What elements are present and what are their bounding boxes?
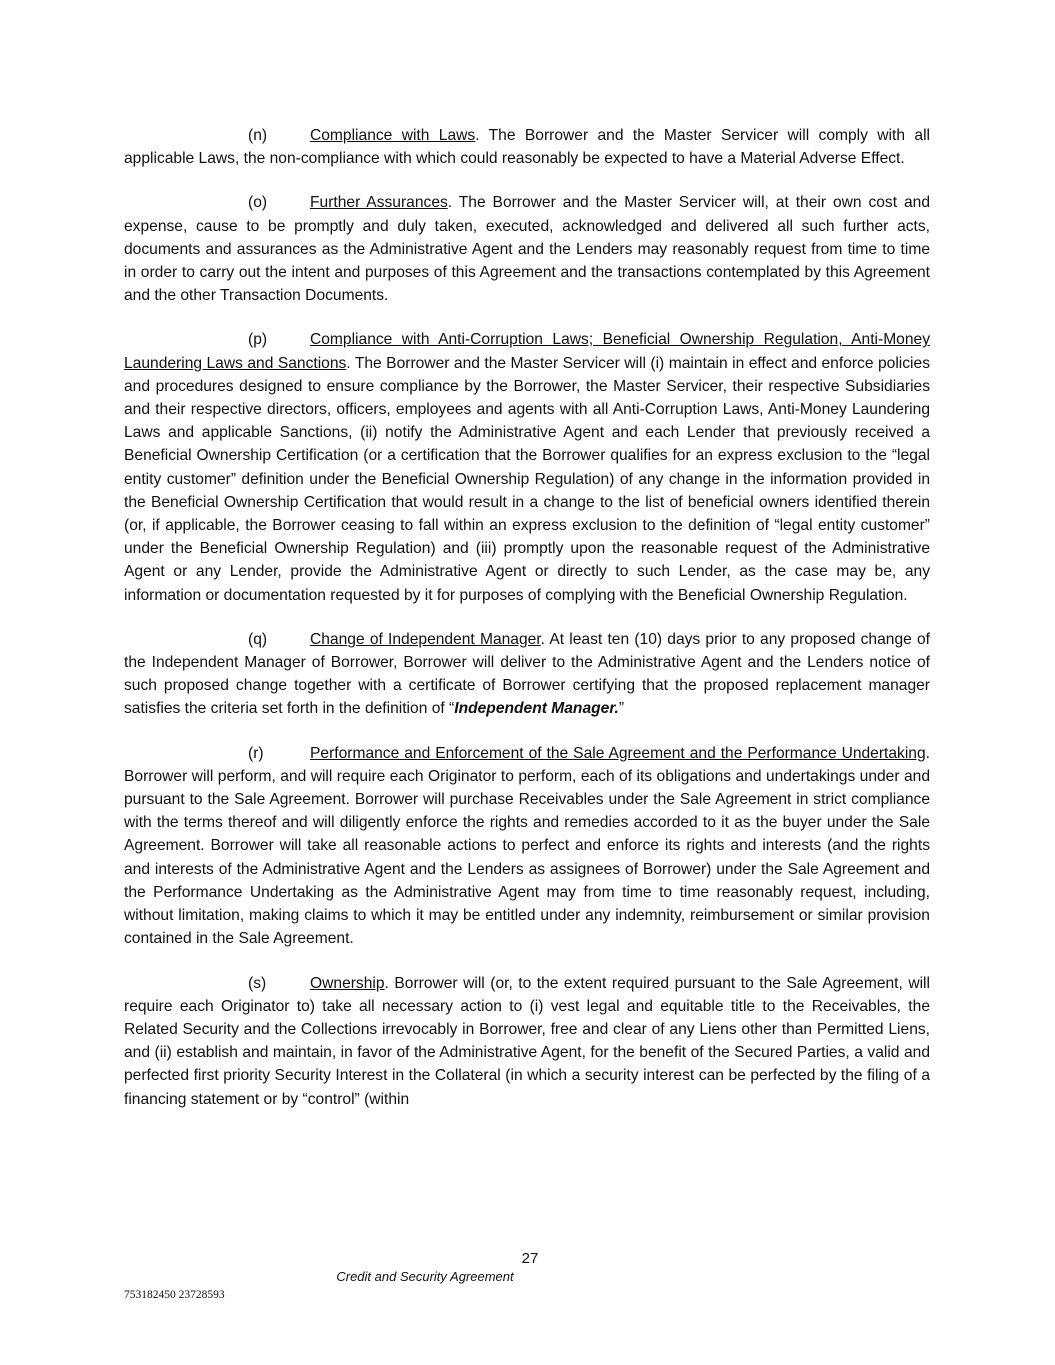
section-heading: Further Assurances [310,194,448,212]
paragraph-r [124,742,930,951]
paragraph-o [124,191,930,307]
section-text: . The Borrower and the Master Servicer will comply with all applicable Laws, the non-compliance with which could reasonably be expected to have a Material Adverse Effect. [124,127,930,168]
page-number: 27 [521,1250,539,1267]
document-id: 753182450 23728593 [124,1289,225,1301]
document-body [124,124,930,1132]
paragraph-p [124,328,930,606]
footer-title: Credit and Security Agreement [336,1269,514,1284]
section-text: . Borrower will (or, to the extent required pursuant to the Sale Agreement, will require each Originator to) take all necessary action to (i) vest legal and equitable title to the Receivables, the Related Security and the Collections irrevocably in Borrower, free and clear of any Liens other than Permitted Liens, and (ii) establish and maintain, in favor of the Administrative Agent, for the benefit of the Secured Parties, a valid and perfected first priority Security Interest in the Collateral (in which a security interest can be perfected by the filing of a financing statement or by “control” (within [124,974,930,1108]
section-heading: Compliance with Laws [310,127,476,144]
section-text: . The Borrower and the Master Servicer will, at their own cost and expense, cause to be promptly and duly taken, executed, acknowledged and delivered all such further acts, documents and assurances as the Administrative Agent and the Lenders may reasonably request from time to time in order to carry out the intent and purposes of this Agreement and the transactions contemplated by this Agreement and the other Transaction Documents. [124,194,930,305]
section-text: . The Borrower and the Master Servicer will (i) maintain in effect and enforce policies and procedures designed to ensure compliance by the Borrower, the Master Servicer, their respective Subsidiaries and their respective directors, officers, employees and agents with all Anti-Corruption Laws, Anti-Money Laundering Laws and applicable Sanctions, (ii) notify the Administrative Agent and each Lender that previously received a Beneficial Ownership Certification (or a certification that the Borrower qualifies for an express exclusion to the “legal entity customer” definition under the Beneficial Ownership Regulation) of any change in the information provided in the Beneficial Ownership Certification that would result in a change to the list of beneficial owners identified therein (or, if applicable, the Borrower ceasing to fall within an express exclusion to the definition of “legal entity customer” under the Beneficial Ownership Regulation) and (iii) promptly upon the reasonable request of the Administrative Agent or any Lender, provide the Administrative Agent or directly to such Lender, as the case may be, any information or documentation requested by it for purposes of complying with the Beneficial Ownership Regulation. [124,354,930,604]
section-heading: Performance and Enforcement of the Sale Agreement and the Performance Undertaking [310,744,926,762]
paragraph-n [124,124,930,170]
section-number: (q) [248,630,268,648]
paragraph-s [124,972,930,1111]
section-number: (s) [248,974,267,992]
section-number: (o) [248,194,268,212]
paragraph-q [124,628,930,721]
section-number: (p) [248,331,268,349]
section-number: (n) [248,127,268,144]
defined-term: Independent Manager. [454,700,619,718]
section-text-end: ” [618,700,625,718]
section-heading: Compliance with Anti-Corruption Laws; Beneficial Ownership Regulation, Anti-Money Laundering Laws and Sanctions [124,331,930,372]
section-text: . At least ten (10) days prior to any proposed change of the Independent Manager of Borrower, Borrower will deliver to the Administrative Agent and the Lenders notice of such proposed change together with a certificate of Borrower certifying that the proposed replacement manager satisfies the criteria set forth in the definition of “ [124,630,930,718]
section-number: (r) [248,744,264,762]
section-text: . Borrower will perform, and will require each Originator to perform, each of its obligations and undertakings under and pursuant to the Sale Agreement. Borrower will purchase Receivables under the Sale Agreement in strict compliance with the terms thereof and will diligently enforce the rights and remedies accorded to it as the buyer under the Sale Agreement. Borrower will take all reasonable actions to perfect and enforce its rights and interests (and the rights and interests of the Administrative Agent and the Lenders as assignees of Borrower) under the Sale Agreement and the Performance Undertaking as the Administrative Agent may from time to time reasonably request, including, without limitation, making claims to which it may be entitled under any indemnity, reimbursement or similar provision contained in the Sale Agreement. [124,744,930,948]
section-heading: Change of Independent Manager [310,630,541,648]
section-heading: Ownership [310,974,385,992]
